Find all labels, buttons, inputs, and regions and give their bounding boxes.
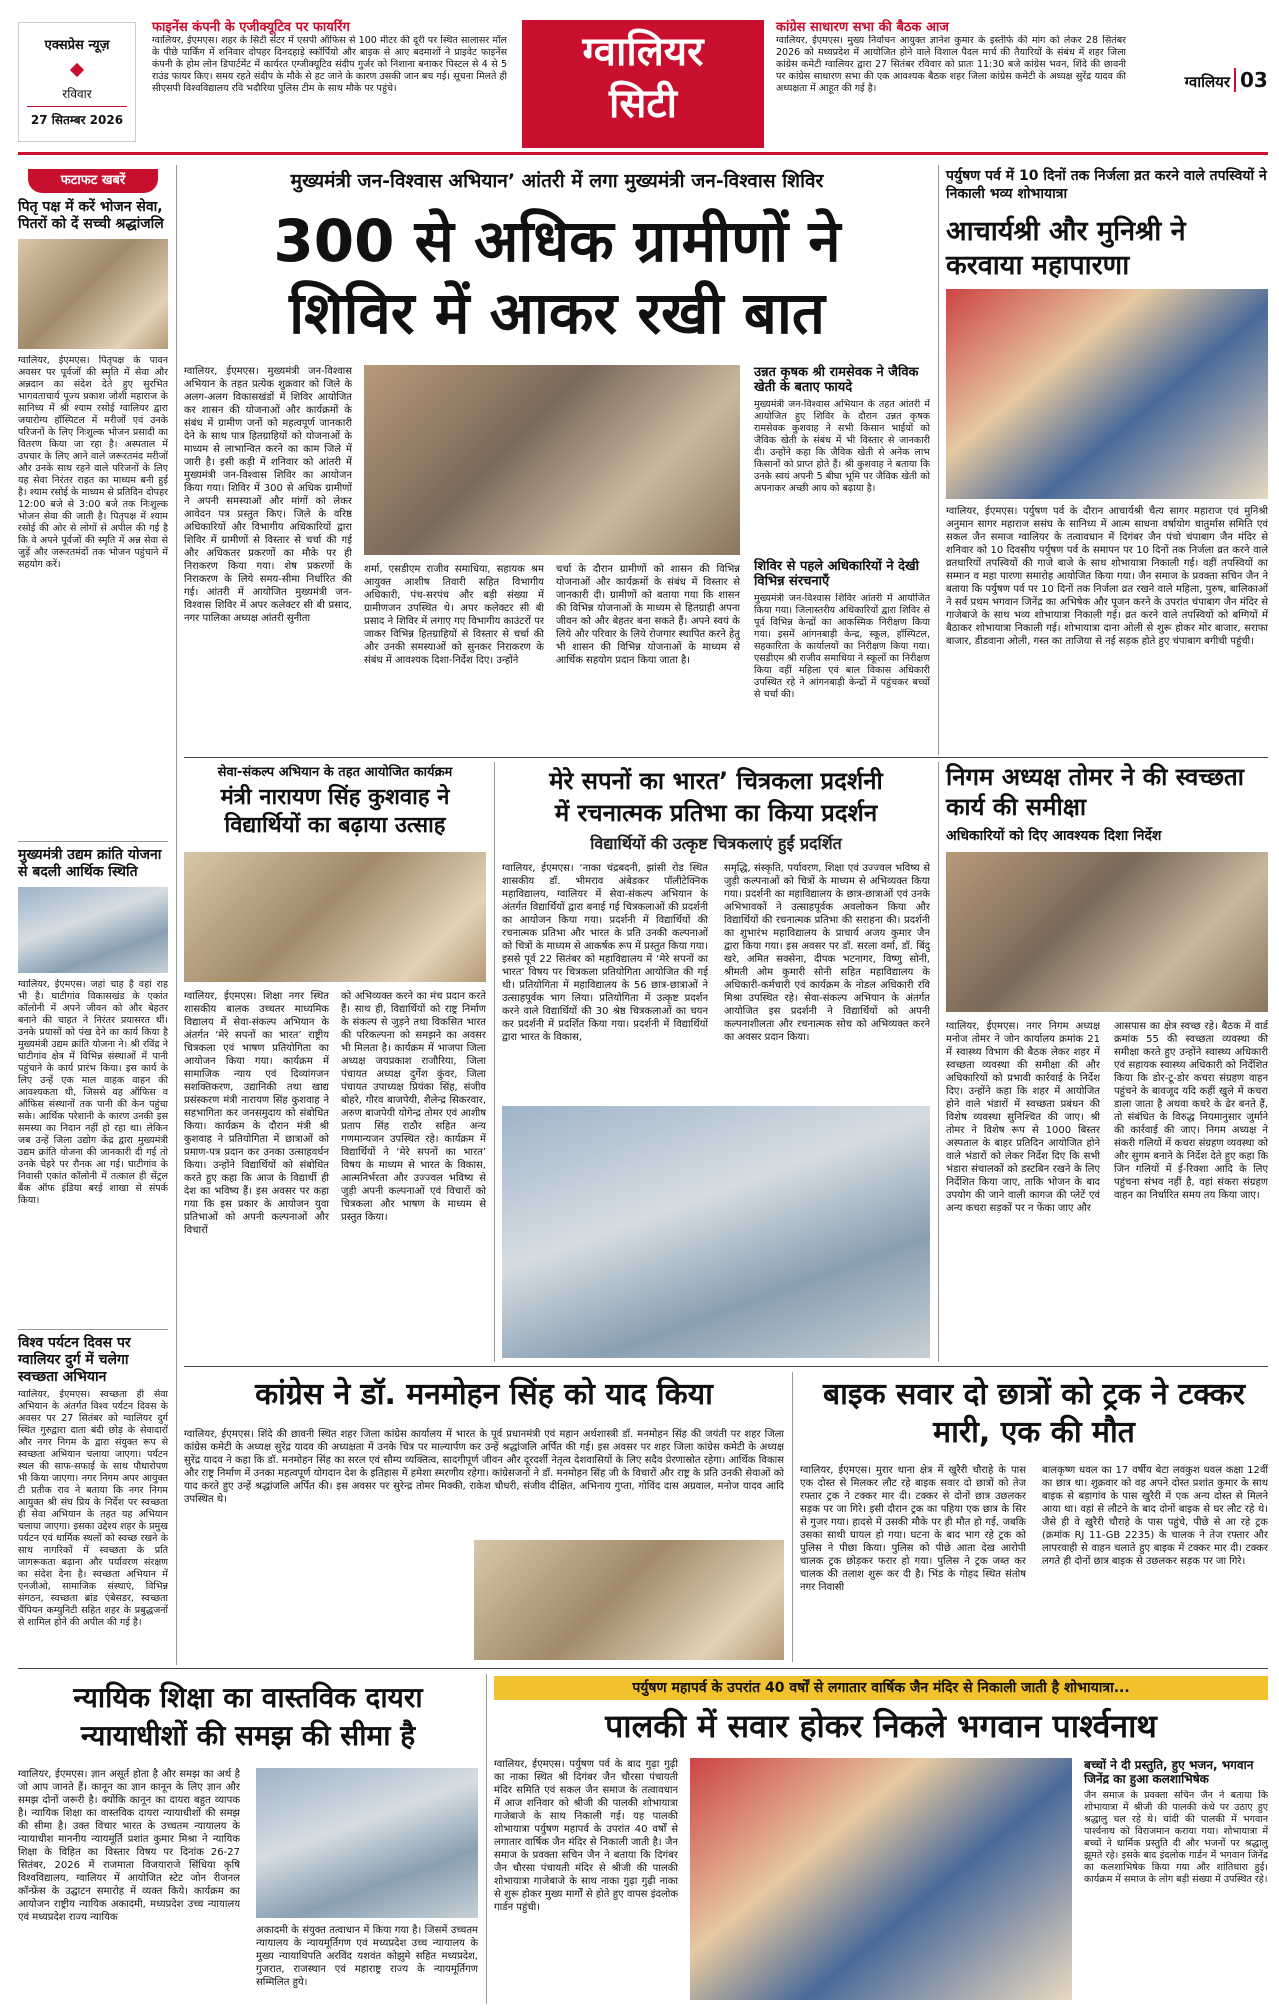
lead-col3: चर्चा के दौरान ग्रामीणों को शासन की विभिन्न योजनाओं और कार्यक्रमों के संबंध में विस्तार से जानकारी दी। ग्रामीणों को बताया गया कि शासन की विभिन्न योजनाओं के माध्यम से हितग्राही अपना जीवन को और बेहतर बना सकते हैं। अपने स्वयं के लिये और परिवार के लिये रोजगार स्थापित करने हेतु भी शासन की विभिन्न योजनाओं के माध्यम से आर्थिक सहयोग प्रदान किया जाता है। [556, 564, 740, 666]
sidebar-story2-text: ग्वालियर, ईएमएस। जहां चाह है वहां राह भी है। घाटीगांव विकासखंड के एकांत कॉलोनी में अपने जीवन को और बेहतर बनाने की चाहत ने निरंतर प्रयासरत थीं। उनके प्रयासों को पंख देने का कार्य किया है मुख्यमंत्री उद्यम क्रांति योजना ने। श्री रविंद्र ने घाटीगांव क्षेत्र में विभिन्न संस्थाओं में पानी पहुंचाने के कार्य प्रारंभ किया। इस कार्य के लिए उन्हें एक माल वाहक वाहन की आवश्यकता थी, जिससे वह ऑफिस व ऑफिस संस्थानों तक पानी की केन पहुंचा सके। आर्थिक परेशानी के कारण उनकी इस समस्या का निदान नहीं हो रहा था। लेकिन जब उन्हें जिला उद्योग केंद्र द्वारा मुख्यमंत्री उद्यम क्रांति योजना की जानकारी दी गई तो उनके चेहरे पर रौनक आ गई। घाटीगांव के निवासी एकांत कॉलोनी में तत्काल ही सेंट्रल बैंक ऑफ इंडिया बरई शाखा से संपर्क किया। [18, 979, 168, 1206]
city-title-line2: सिटी [609, 81, 677, 127]
city-title-line1: ग्वालियर [582, 29, 704, 75]
paper-badge [18, 22, 136, 142]
diamond-icon [70, 63, 84, 77]
lead-box1 [754, 365, 930, 555]
jain-top-text: ग्वालियर, ईएमएस। पर्युषण पर्व के दौरान आचार्यश्री चैत्य सागर महाराज एवं मुनिश्री अनुमान सागर महाराज ससंघ के सानिध्य में आत्म साधना वर्षायोग चातुर्मास समिति एवं सकल जैन समाज ग्वालियर के तत्वावधान में दिगंबर जैन पंचो चंपाबाग जैन मंदिर से शनिवार को 10 दिवसीय पर्युषण पर्व के समापन पर 10 दिनों तक निर्जला व्रत करने वाले व्रतधारियों तपस्वियों की गाजे बाजे के साथ शोभायात्रा निकाली गई। वहीं तपस्वियों का सम्मान व महा पारणा समारोह आयोजित किया गया। जैन समाज के प्रवक्ता सचिन जैन ने बताया कि पर्युषण पर्व पर 10 दिनों तक निर्जला व्रत रखने वाले महिला, पुरुष, बालिकाओं ने सर्व प्रथम भगवान जिनेंद्र का अभिषेक और पूजन करने के उपरांत चंपाबाग जैन मंदिर से गाजेबाजे के साथ भव्य शोभायात्रा निकाली गई। व्रत करने वाले तपस्वियों को बग्गियों में बैठाकर शोभायात्रा निकाली गई। शोभायात्रा दाना ओली से शुरू होकर मोर बाजार, सराफा बाजार, डीडवाना ओली, गस्त का ताजिया से नई सड़क होते हुए चंपाबाग बगीची पहुंची। [946, 506, 1268, 647]
city-title-block [522, 20, 764, 148]
nigam-headline: निगम अध्यक्ष तोमर ने की स्वच्छता कार्य की समीक्षा [946, 763, 1244, 821]
nigam-deck: अधिकारियों को दिए आवश्यक दिशा निर्देश [946, 828, 1162, 844]
art-headline-line2: में रचनात्मक प्रतिभा का किया प्रदर्शन [554, 799, 878, 827]
bike-story [800, 1372, 1268, 1662]
nigam-col1: ग्वालियर, ईएमएस। नगर निगम अध्यक्ष मनोज तोमर ने जोन कार्यालय क्रमांक 21 में स्वास्थ्य विभाग की बैठक लेकर शहर में स्वच्छता व्यवस्था की समीक्षा की और अधिकारियों को प्रभावी कार्रवाई के निर्देश दिए। उन्होंने कहा कि शहर में आयोजित होने वाले भंडारों में स्वच्छता प्रबंधन की विशेष व्यवस्था सुनिश्चित की जाए। श्री तोमर ने विशेष रूप से 1000 बिस्तर अस्पताल के बाहर प्रतिदिन आयोजित होने वाले भंडारों को लेकर निर्देश दिए कि सभी भंडारा संचालकों को डस्टबिन रखने के लिए निर्देशित किया जाए, ताकि भोजन के बाद उपयोग की जाने वाली कागज की प्लेटें एवं अन्य कचरा सड़कों पर न फेंका जाए और [946, 1021, 1100, 1214]
sidebar-label: फटाफट खबरें [28, 169, 158, 193]
art-col2: समृद्धि, संस्कृति, पर्यावरण, शिक्षा एवं उज्ज्वल भविष्य से जुड़ी कल्पनाओं को चित्रों के माध्यम से अभिव्यक्त किया गया। प्रदर्शनी का महाविद्यालय के छात्र-छात्राओं एवं उनके अभिभावकों ने उत्साहपूर्वक अवलोकन किया और विद्यार्थियों की रचनात्मक प्रतिभा की सराहना की। प्रदर्शनी का शुभारंभ महाविद्यालय के प्राचार्य अजय कुमार जैन द्वारा किया गया। इस अवसर पर डॉ. सरला वर्मा, डॉ. बिंदु खरे, अमित सक्सेना, दीपक भटनागर, विष्णु सोनी, श्रीमती ओम कुमारी सोनी सहित महाविद्यालय के अधिकारी-कर्मचारी एवं कार्यक्रम के नोडल अधिकारी रवि मिश्रा उपस्थित रहे। सेवा-संकल्प अभियान के अंतर्गत आयोजित इस प्रदर्शनी ने विद्यार्थियों को अपनी कल्पनाशीलता और रचनात्मक सोच को अभिव्यक्त करने का अवसर प्रदान किया। [724, 863, 930, 1043]
bike-col2: बालकृष्ण धवल का 17 वर्षीय बेटा लवकुश धवल कक्षा 12वीं का छात्र था। शुक्रवार को वह अपने दोस्त प्रशांत कुमार के साथ बाइक से बड़ागांव के पास खुरैरी में एक अन्य दोस्त से मिलने आया था। वहां से लौटने के बाद दोनों बाइक से घर लौट रहे थे। जैसे ही वे खुरैरी चौराहे के पास पहुंचे, पीछे से आ रहे ट्रक (क्रमांक RJ 11-GB 2235) के चालक ने तेज रफ्तार और लापरवाही से वाहन चलाते हुए बाइक में टक्कर मार दी। टक्कर लगते ही दोनों छात्र बाइक से उछलकर सड़क पर जा गिरे। [1042, 1465, 1268, 1567]
lead-story [184, 165, 930, 755]
judicial-col1: ग्वालियर, ईएमएस। ज्ञान असूर्त होता है और समझ का अर्थ है जो आप जानते हैं। कानून का ज्ञान कानून के लिए ज्ञान और समझ दोनों जरूरी है। क्योंकि कानून का दायरा बहुत व्यापक है। न्यायिक शिक्षा का वास्तविक दायरा न्यायाधीशों की समझ की सीमा है। उक्त विचार भारत के उच्चतम न्यायालय के न्यायाधीश माननीय न्यायमूर्ति प्रशांत कुमार मिश्रा ने न्यायिक शिक्षा के विहित का विस्तार विषय पर दिनांक 26-27 सितंबर, 2026 में राजमाता विजयाराजे सिंधिया कृषि विश्वविद्यालय, ग्वालियर में आयोजित स्टेट जोन रीजनल कॉन्फ्रेंस के उद्घाटन समारोह में व्यक्त किये। कार्यक्रम का आयोजन राष्ट्रीय न्यायिक अकादमी, मध्यप्रदेश उच्च न्यायालय एवं मध्यप्रदेश राज्य न्यायिक [18, 1769, 240, 1923]
lead-box1-text: मुख्यमंत्री जन-विश्वास अभियान के तहत आंतरी में आयोजित हुए शिविर के दौरान उन्नत कृषक रामसेवक कुशवाह ने सभी किसान भाईयों को जैविक खेती के संबंध में भी विस्तार से जानकारी दी। उन्होंने कहा कि जैविक खेती से अनेक लाभ किसानों को प्राप्त होते हैं। श्री कुशवाह ने बताया कि उनके स्वयं अपनी 5 बीघा भूमि पर जैविक खेती को अपनाकर अच्छी आय को बढ़ाया है। [754, 399, 930, 494]
lead-headline-line1: 300 से अधिक ग्रामीणों ने [273, 207, 841, 275]
art-story [502, 762, 930, 1362]
bike-headline: बाइक सवार दो छात्रों को ट्रक ने टक्कर मारी, एक की मौत [822, 1377, 1245, 1450]
sidebar-story1-text: ग्वालियर, ईएमएस। पितृपक्ष के पावन अवसर पर पूर्वजों की स्मृति में सेवा और अन्नदान का संदेश देते हुए सुरभित भागवताचार्य पूज्य प्रकाश जोशी महाराज के सानिध्य में श्री श्याम रसोई ग्वालियर द्वारा जयारोग्य हॉस्पिटल में मरीजों एवं उनके परिजनों के लिए निःशुल्क भोजन प्रसादी का वितरण किया जा रहा है। अस्पताल में उपचार के लिए आने वाले जरूरतमंद मरीजों और उनके साथ रहने वाले परिजनों के लिए यह सेवा निरंतर राहत का माध्यम बनी हुई है। श्याम रसोई के माध्यम से प्रतिदिन दोपहर 12:00 बजे से 3:00 बजे तक निःशुल्क भोजन सेवा की जाती है। पितृपक्ष में श्याम रसोई की ओर से लोगों से अपील की गई है कि वे अपने पूर्वजों की स्मृति में अन्न सेवा से जुड़ें और जरूरतमंदों तक भोजन पहुंचाने में सहयोग करें। [18, 355, 168, 570]
manmohan-photo [474, 1540, 784, 1660]
brief-left-text: ग्वालियर, ईएमएस। शहर के सिटी सेंटर में एसपी ऑफिस से 100 मीटर की दूरी पर स्थित सालासर मॉल के पीछे पार्किंग में शनिवार दोपहर दिनदहाड़े स्कॉर्पियो और बाइक से आए बदमाशों ने प्राइवेट फाइनेंस कंपनी के होम लोन डिपार्टमेंट में कार्यरत एग्जीक्यूटिव संदीप गुर्जर को निशाना बनाकर पिस्टल से 4 से 5 राउंड फायर किए। समय रहते संदीप के मौके से हट जाने के कारण उसकी जान बच गई। सूचना मिलते ही सीएसपी विश्वविद्यालय रवि भदौरिया पुलिस टीम के साथ मौके पर पहुंचे। [152, 35, 507, 94]
art-deck: विद्यार्थियों की उत्कृष्ट चित्रकलाएं हुईं प्रदर्शित [590, 834, 842, 853]
lead-photo [364, 365, 740, 555]
minister-photo [184, 852, 486, 982]
masthead [0, 0, 1279, 162]
judicial-photo [256, 1768, 478, 1918]
lead-box2-text: मुख्यमंत्री जन-विश्वास शिविर आंतरी में आयोजित किया गया। जिलास्तरीय अधिकारियों द्वारा शिविर से पूर्व विभिन्न केन्द्रों का आकस्मिक निरीक्षण किया गया। इसमें आंगनबाड़ी केन्द्र, स्कूल, हॉस्पिटल, सहकारिता के कार्यालयों का निरीक्षण किया गया। एसडीएम श्री राजीव समाधिया ने स्कूलों का निरीक्षण किया वहीं महिला एवं बाल विकास अधिकारी उपस्थित रहे ने आंगनबाड़ी केन्द्रों में पहुंचकर बच्चों से चर्चा की। [754, 593, 930, 700]
judicial-headline-line2: न्यायाधीशों की समझ की सीमा है [80, 1719, 416, 1752]
lead-col1: ग्वालियर, ईएमएस। मुख्यमंत्री जन-विश्वास अभियान के तहत प्रत्येक शुक्रवार को जिले के अलग-अलग विकासखंडों में शिविर आयोजित कर शासन की योजनाओं और कार्यक्रमों के संबंध में ग्रामीण जनों को महत्वपूर्ण जानकारी देने के साथ पात्र हितग्राहियों को योजनाओं के माध्यम से लाभान्वित करने का काम जिले में जारी है। इसी कड़ी में शनिवार को आंतरी में मुख्यमंत्री जन-विश्वास शिविर का आयोजन किया गया। शिविर में 300 से अधिक ग्रामीणों ने अपनी समस्याओं और मांगों को लेकर आवेदन पत्र प्रस्तुत किए। जिले के वरिष्ठ अधिकारियों और विभागीय अधिकारियों द्वारा शिविर में ग्रामीणों से विस्तार से चर्चा की गई और अधिकतर प्रकरणों का मौके पर ही निराकरण किया गया। शेष प्रकरणों के निराकरण के लिये समय-सीमा निर्धारित की गई। आंतरी में आयोजित मुख्यमंत्री जन-विश्वास शिविर में अपर कलेक्टर सी बी प्रसाद, नगर पालिका अध्यक्ष आंतरी सुनीता [184, 366, 352, 624]
manmohan-text: ग्वालियर, ईएमएस। शिंदे की छावनी स्थित शहर जिला कांग्रेस कार्यालय में भारत के पूर्व प्रधानमंत्री एवं महान अर्थशास्त्री डॉ. मनमोहन सिंह की जयंती पर शहर जिला कांग्रेस कमेटी के अध्यक्ष सुरेंद्र यादव की अध्यक्षता में उनके चित्र पर माल्यार्पण कर उन्हें श्रद्धांजलि अर्पित की गई। इस अवसर पर शहर जिला कांग्रेस कमेटी के अध्यक्ष सुरेंद्र यादव ने कहा कि डॉ. मनमोहन सिंह का सरल एवं सौम्य व्यक्तित्व, सादगीपूर्ण जीवन और दूरदर्शी नेतृत्व देशवासियों के लिए सदैव प्रेरणास्रोत रहेगा। आर्थिक विकास और राष्ट्र निर्माण में उनका महत्वपूर्ण योगदान देश के इतिहास में हमेशा स्मरणीय रहेगा। कांग्रेसजनों ने डॉ. मनमोहन सिंह जी के विचारों और राष्ट्र के प्रति उनकी सेवाओं को याद करते हुए उन्हें श्रद्धांजलि अर्पित की। इस अवसर पर सुरेन्द्र तोमर मिक्की, राकेश चौधरी, संजीव दीक्षित, अभिनाय गुप्ता, गोविंद दास अग्रवाल, मनोज यादव आदि उपस्थित थे। [184, 1429, 784, 1505]
jain-top-headline: आचार्यश्री और मुनिश्री ने करवाया महापारणा [946, 216, 1186, 281]
minister-kicker: सेवा-संकल्प अभियान के तहत आयोजित कार्यक्रम [217, 765, 453, 780]
brief-left-title: फाइनेंस कंपनी के एजीक्यूटिव पर फायरिंग [152, 20, 350, 35]
jain-bottom-col1: ग्वालियर, ईएमएस। पर्युषण पर्व के बाद गुढ़ा गुढ़ी का नाका स्थित श्री दिगंबर जैन चौरसा पंचायती मंदिर समिति एवं सकल जैन समाज के तत्वावधान में आज शनिवार को श्रीजी की पालकी शोभायात्रा गाजेबाजे के साथ निकाली गई। यह पालकी शोभायात्रा पर्युषण महापर्व के उपरांत 40 वर्षों से लगातार वार्षिक जैन मंदिर से निकाली जाती है। जैन समाज के प्रवक्ता सचिन जैन ने बताया कि दिगंबर जैन चौरसा पंचायती मंदिर से श्रीजी की पालकी शोभायात्रा गाजेबाजे के साथ नाका गुढ़ा गुढ़ी नाका से शुरू होकर मुख्य मार्गों से होते हुए वापस इंदलोक गार्डन पहुंची। [494, 1759, 678, 1913]
minister-headline: मंत्री नारायण सिंह कुशवाह ने विद्यार्थियों का बढ़ाया उत्साह [220, 785, 450, 838]
judicial-headline-line1: न्यायिक शिक्षा का वास्तविक दायरा [73, 1681, 423, 1714]
jain-top-photo [946, 289, 1268, 499]
manmohan-headline: कांग्रेस ने डॉ. मनमोहन सिंह को याद किया [255, 1377, 713, 1412]
jain-bottom-box-text: जैन समाज के प्रवक्ता सचिन जैन ने बताया कि शोभायात्रा में श्रीजी की पालकी कंधे पर उठाए हुए श्रद्धालु चल रहे थे। चांदी की पालकी में भगवान पार्श्वनाथ को विराजमान कराया गया। शोभायात्रा में बच्चों ने धार्मिक प्रस्तुति दी और भजनों पर श्रद्धालु झूमते रहे। इसके बाद इंदलोक गार्डन में भगवान जिनेंद्र का कलशाभिषेक किया गया और शांतिधारा हुई। कार्यक्रम में समाज के लोग बड़ी संख्या में उपस्थित रहे। [1084, 1790, 1268, 1885]
jain-bottom-box [1084, 1758, 1268, 2000]
sidebar-story3-title: विश्व पर्यटन दिवस पर ग्वालियर दुर्ग में चलेगा स्वच्छता अभियान [18, 1335, 131, 1385]
jain-bottom-box-title: बच्चों ने दी प्रस्तुति, हुए भजन, भगवान जिनेंद्र का हुआ कलशाभिषेक [1084, 1758, 1254, 1786]
sidebar-story1-photo [18, 239, 168, 349]
art-photo [502, 1106, 930, 1358]
sidebar-story1-title: पितृ पक्ष में करें भोजन सेवा, पितरों को दें सच्ची श्रद्धांजलि [18, 199, 164, 232]
minister-col2: को अभिव्यक्त करने का मंच प्रदान करते हैं। साथ ही, विद्यार्थियों को राष्ट्र निर्माण के संकल्प से जुड़ने तथा विकसित भारत की परिकल्पना को समझने का अवसर भी मिलता है। कार्यक्रम में भाजपा जिला अध्यक्ष जयप्रकाश राजौरिया, जिला पंचायत अध्यक्ष दुर्गेश कुंवर, जिला पंचायत उपाध्यक्ष प्रियंका सिंह, संजीव बोहरे, गौरव बाजपेयी, शैलेन्द्र सिकरवार, अरुण बाजपेयी योगेन्द्र तोमर एवं आशीष प्रताप सिंह राठौर सहित अन्य गणमान्यजन उपस्थित रहे। कार्यक्रम में विद्यार्थियों ने ‘मेरे सपनों का भारत’ विषय के माध्यम से भारत के विकास, आत्मनिर्भरता और उज्ज्वल भविष्य से जुड़ी अपनी कल्पनाओं एवं विचारों को चित्रकला और भाषण के माध्यम से प्रस्तुत किया। [341, 991, 486, 1223]
lead-box2-title: शिविर से पहले अधिकारियों ने देखी विभिन्न संरचनाएँ [754, 559, 919, 589]
nigam-col2: आसपास का क्षेत्र स्वच्छ रहे। बैठक में वार्ड क्रमांक 55 की स्वच्छता व्यवस्था की समीक्षा करते हुए उन्होंने स्वास्थ्य अधिकारी एवं सहायक स्वास्थ्य अधिकारी को निर्देशित किया कि डोर-टू-डोर कचरा संग्रहण वाहन पहुंचने के बावजूद यदि कहीं खुले में कचरा डाला जाता है अथवा कचरे के ढेर बनते हैं, तो संबंधित के विरुद्ध नियमानुसार जुर्माने की कार्रवाई की जाए। निगम अध्यक्ष ने संकरी गलियों में कचरा संग्रहण व्यवस्था को और सुगम बनाने के निर्देश देते हुए कहा कि जिन गलियों में ई-रिक्शा आदि के लिए पहुंचना संभव नहीं है, वहां संकरा संग्रहण वाहन का निर्धारित समय तय किया जाए। [1114, 1021, 1268, 1201]
jain-bottom-kicker: पर्युषण महापर्व के उपरांत 40 वर्षों से लगातार वार्षिक जैन मंदिर से निकाली जाती है शोभायात्रा... [494, 1676, 1268, 1700]
minister-col1: ग्वालियर, ईएमएस। शिक्षा नगर स्थित शासकीय बालक उच्चतर माध्यमिक विद्यालय में सेवा-संकल्प अभियान के अंतर्गत ‘मेरे सपनों का भारत’ राष्ट्रीय चित्रकला एवं भाषण प्रतियोगिता का आयोजन किया गया। कार्यक्रम में सामाजिक न्याय एवं दिव्यांगजन सशक्तिकरण, उद्यानिकी तथा खाद्य प्रसंस्करण मंत्री नारायण सिंह कुशवाह ने सहभागिता कर जनसमुदाय को संबोधित किया। कार्यक्रम के दौरान मंत्री श्री कुशवाह ने प्रतियोगिता में छात्राओं को प्रमाण-पत्र प्रदान कर उनका उत्साहवर्धन किया। उन्होंने विद्यार्थियों को संबोधित करते हुए कहा कि आज के विद्यार्थी ही देश का भविष्य हैं। इस अवसर पर कहा गया कि इस प्रकार के आयोजन युवा प्रतिभाओं को अपनी कल्पनाओं और विचारों [184, 991, 329, 1236]
art-headline-line1: मेरे सपनों का भारत’ चित्रकला प्रदर्शनी [549, 767, 883, 795]
jain-top-kicker: पर्युषण पर्व में 10 दिनों तक निर्जला व्रत करने वाले तपस्वियों ने निकाली भव्य शोभायात्रा [946, 168, 1267, 202]
minister-story [184, 762, 486, 1362]
masthead-rule [18, 152, 1268, 155]
jain-bottom-photo [690, 1758, 1072, 2000]
section-name: ग्वालियर [1184, 73, 1230, 91]
lead-col2: शर्मा, एसडीएम राजीव समाधिया, सहायक श्रम आयुक्त आशीष तिवारी सहित विभागीय अधिकारी, पंच-सरपंच और बड़ी संख्या में ग्रामीणजन उपस्थित थे। अपर कलेक्टर सी बी प्रसाद ने शिविर में लगाए गए विभागीय काउंटरों पर जाकर विभिन्न हितग्राहियों से विस्तार से चर्चा की और उनकी समस्याओं को सुनकर निराकरण के संबंध में आवश्यक दिशा-निर्देश दिए। उन्होंने [364, 564, 544, 666]
lead-kicker: मुख्यमंत्री जन-विश्वास अभियान’ आंतरी में लगा मुख्यमंत्री जन-विश्वास शिविर [290, 170, 824, 192]
issue-day: रविवार [62, 87, 92, 101]
lead-box1-title: उन्नत कृषक श्री रामसेवक ने जैविक खेती के बताए फायदे [754, 365, 919, 395]
brief-left [152, 20, 507, 140]
lead-box2 [754, 559, 930, 749]
jain-bottom-story [494, 1674, 1268, 2004]
sidebar-story3-text: ग्वालियर, ईएमएस। स्वच्छता ही सेवा अभियान के अंतर्गत विश्व पर्यटन दिवस के अवसर पर 27 सितंबर को ग्वालियर दुर्ग स्थित गुरुद्वारा दाता बंदी छोड़ के सेवादारों और नगर निगम के द्वारा संयुक्त रूप से स्वच्छता अभियान चलाया जाएगा। पर्यटन स्थल की साफ-सफाई के साथ पौधारोपण भी किया जाएगा। नगर निगम अपर आयुक्त टी प्रतीक राव ने बताया कि नगर निगम आयुक्त श्री संघ प्रिय के निर्देश पर स्वच्छता ही सेवा अभियान के तहत यह अभियान चलाया जाएगा। इसका उद्देश्य शहर के प्रमुख पर्यटन एवं धार्मिक स्थलों को स्वच्छ रखने के साथ नागरिकों में स्वच्छता के प्रति जागरूकता बढ़ाना और पर्यावरण संरक्षण का संदेश देना है। स्वच्छता अभियान में एनजीओ, सामाजिक संस्थाएं, विभिन्न संगठन, स्वच्छता ब्रांड एंबेसडर, स्वच्छता चैंपियन कम्युनिटी सहित शहर के प्रबुद्धजनों से शामिल होने की अपील की गई है। [18, 1389, 168, 1628]
paper-name: एक्सप्रेस न्यूज़ [44, 38, 110, 53]
bike-col1: ग्वालियर, ईएमएस। मुरार थाना क्षेत्र में खुरैरी चौराहे के पास एक दोस्त से मिलकर लौट रहे बाइक सवार दो छात्रों को तेज रफ्तार ट्रक ने टक्कर मार दी। टक्कर से दोनों छात्र उछलकर सड़क पर जा गिरे। इसी दौरान ट्रक का पहिया एक छात्र के सिर से गुजर गया। हादसे में उसकी मौके पर ही मौत हो गई, जबकि उसका साथी घायल हो गया। घटना के बाद भाग रहे ट्रक को पुलिस ने पीछा किया। पुलिस को पीछे आता देख आरोपी चालक ट्रक छोड़कर फरार हो गया। पुलिस ने ट्रक जब्त कर चालक की तलाश शुरू कर दी है। भिंड के गोहद स्थित संतोष नगर निवासी [800, 1465, 1026, 1593]
page-number: 03 [1234, 68, 1270, 92]
jain-bottom-headline: पालकी में सवार होकर निकले भगवान पार्श्वनाथ [605, 1707, 1157, 1745]
nigam-photo [946, 852, 1268, 1012]
brief-right-title: कांग्रेस साधारण सभा की बैठक आज [776, 20, 949, 35]
lead-headline-line2: शिविर में आकर रखी बात [289, 279, 825, 347]
art-col1: ग्वालियर, ईएमएस। ‘नाका चंद्रबदनी, झांसी रोड स्थित शासकीय डॉ. भीमराव अंबेडकर पॉलीटेक्निक महाविद्यालय, ग्वालियर में सेवा-संकल्प अभियान के अंतर्गत विद्यार्थियों द्वारा बनाई गई चित्रकलाओं की प्रदर्शनी का आयोजन किया गया। प्रदर्शनी में विद्यार्थियों की रचनात्मक प्रतिभा और भारत के प्रति उनकी कल्पनाओं को चित्रों के माध्यम से आकर्षक रूप में प्रस्तुत किया गया। इससे पूर्व 22 सितंबर को महाविद्यालय में ‘मेरे सपनों का भारत’ विषय पर चित्रकला प्रतियोगिता आयोजित की गई थी। प्रतियोगिता में महाविद्यालय के 56 छात्र-छात्राओं ने उत्साहपूर्वक भाग लिया। प्रतियोगिता में उत्कृष्ट प्रदर्शन करने वाले विद्यार्थियों की 30 श्रेष्ठ चित्रकलाओं का चयन कर प्रदर्शनी में प्रदर्शित किया गया। प्रदर्शनी में विद्यार्थियों द्वारा भारत के विकास, [502, 863, 708, 1043]
judicial-story [18, 1674, 478, 2004]
sidebar-story2-title: मुख्यमंत्री उद्यम क्रांति योजना से बदली आर्थिक स्थिति [18, 847, 162, 880]
brief-right [776, 20, 1126, 140]
manmohan-story [184, 1372, 784, 1662]
brief-right-text: ग्वालियर, ईएमएस। मुख्य निर्वाचन आयुक्त ज्ञानेश कुमार के इस्तीफे की मांग को लेकर 28 सितंबर 2026 को मध्यप्रदेश में आयोजित होने वाले विशाल पैदल मार्च की तैयारियों के संबंध में शहर जिला कांग्रेस कमेटी ग्वालियर द्वारा 27 सितंबर रविवार को प्रातः 11:30 बजे कांग्रेस भवन, शिंदे की छावनी पर कांग्रेस साधारण सभा की एक आवश्यक बैठक शहर जिला कांग्रेस कमेटी के अध्यक्ष सुरेंद्र यादव की अध्यक्षता में आहूत की गई है। [776, 35, 1126, 94]
nigam-story [946, 762, 1268, 1362]
issue-date: 27 सितम्बर 2026 [27, 106, 127, 128]
jain-top-story [946, 165, 1268, 755]
sidebar-story2-photo [18, 887, 168, 973]
judicial-col2: अकादमी के संयुक्त तत्वाधान में किया गया है। जिसमें उच्चतम न्यायालय के न्यायमूर्तिगण एवं मध्यप्रदेश उच्च न्यायालय के मुख्य न्यायाधिपति अरविंद यशवंत कोझुमे सहित मध्यप्रदेश, गुजरात, राजस्थान एवं महाराष्ट्र राज्य के न्यायमूर्तिगण सम्मिलित हुये। [256, 1925, 478, 1988]
sidebar [18, 165, 168, 1665]
